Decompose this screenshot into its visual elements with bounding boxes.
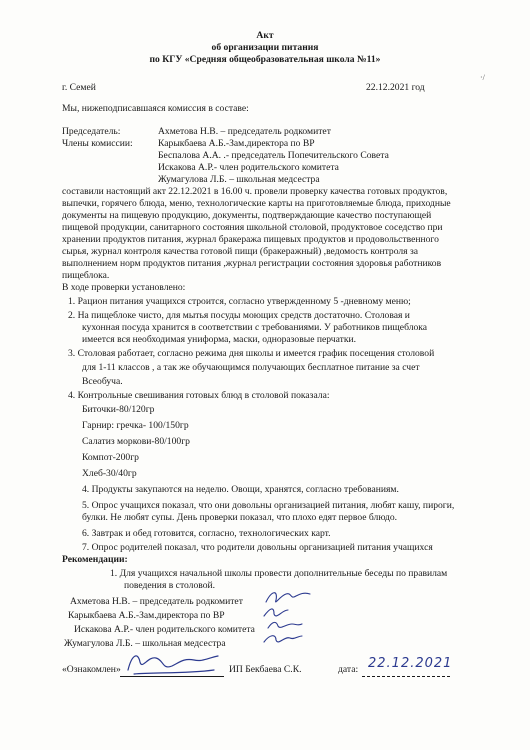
body-line: пищеблока. [62, 270, 110, 281]
finding-2-cont: кухонная посуда хранится в соответствии с требованиями. У работников пищеблока [82, 322, 428, 333]
ack-name: ИП Бекбаева С.К. [229, 664, 302, 675]
finding-1: 1. Рацион питания учащихся строится, согласно утвержденному 5 -дневному меню; [68, 296, 411, 307]
intro-text: Мы, нижеподписавшаяся комиссия в составе: [62, 103, 249, 114]
finding-4: 4. Контрольные свешивания готовых блюд в столовой показала: [68, 390, 330, 401]
menu-item: Гарнир: гречка- 100/150гр [82, 420, 189, 431]
doc-school-name: по КГУ «Средняя общеобразовательная школа №11» [149, 54, 381, 65]
doc-title: Акт [256, 30, 274, 41]
menu-item: Биточки-80/120гр [82, 404, 155, 415]
body-line: составили настоящий акт 22.12.2021 в 16.00 ч. провели проверку качества готовых продуктов, [62, 186, 448, 197]
member-2: Беспалова А.А. .- председатель Попечительского Совета [158, 150, 389, 161]
chair-label: Председатель: [62, 126, 121, 137]
finding-3-cont: Всеобуча. [82, 376, 123, 387]
place: г. Семей [62, 82, 96, 93]
finding-4b: 4. Продукты закупаются на неделю. Овощи, хранятся, согласно требованиям. [82, 484, 399, 495]
body-line: выполнением норм продуктов питания ,журнал регистрации состояния здоровья работников [62, 258, 442, 269]
recommendations-label: Рекомендации: [62, 554, 128, 565]
chair-name: Ахметова Н.В. – председатель родкомитет [158, 126, 331, 137]
corner-mark-icon: ·/ [480, 73, 485, 82]
ack-signature-icon [124, 648, 224, 678]
finding-7: 7. Опрос родителей показал, что родители довольны организацией питания учащихся [82, 542, 433, 553]
ack-date-line [362, 676, 450, 677]
finding-2-cont: имеется вся необходимая униформа, маски, одноразовые перчатки. [82, 334, 357, 345]
finding-5-cont: булки. Не любят супы. День проверки показал, что плохо едят первое блюдо. [82, 512, 398, 523]
member-1: Карыкбаева А.Б.-Зам.директора по ВР [158, 138, 315, 149]
body-line: выпечки, горячего блюда, меню, технологические карты на приготовляемые блюда, приходные [62, 198, 451, 209]
doc-subtitle: об организации питания [211, 42, 319, 53]
signatory-4: Жумагулова Л.Б. – школьная медсестра [64, 638, 226, 649]
finding-3-cont: для 1-11 классов , а так же обучающимся получающих бесплатное питание за счет [82, 362, 420, 373]
body-line: сырья, журнал контроля качества готовой пищи (бракеражный) ,ведомость контроля за [62, 246, 419, 257]
findings-intro: В ходе проверки установлено: [62, 282, 186, 293]
signatory-2: Карыкбаева А.Б.-Зам.директора по ВР [68, 610, 225, 621]
members-label: Члены комиссии: [62, 138, 133, 149]
body-line: документы на пищевую продукцию, документы, подтверждающие качество поступающей [62, 210, 432, 221]
finding-5: 5. Опрос учащихся показал, что они довольны организацией питания, любят кашу, пироги, [82, 500, 455, 511]
signatory-1: Ахметова Н.В. – председатель родкомитет [70, 596, 243, 607]
finding-2: 2. На пищеблоке чисто, для мытья посуды моющих средств достаточно. Столовая и [68, 310, 410, 321]
ack-date-label: дата: [338, 664, 359, 675]
body-line: пищевой продукции, санитарного состояния школьной столовой, продуктовое соседство при [62, 222, 443, 233]
member-3: Искакова А.Р.- член родительского комитета [158, 162, 339, 173]
acknowledged-label: «Ознакомлен» [62, 664, 121, 675]
signatory-3: Искакова А.Р.- член родительского комитета [74, 624, 255, 635]
handwritten-signatures [262, 586, 322, 656]
menu-item: Салатиз моркови-80/100гр [82, 436, 190, 447]
member-4: Жумагулова Л.Б. – школьная медсестра [158, 174, 320, 185]
menu-item: Компот-200гр [82, 452, 139, 463]
doc-date: 22.12.2021 год [366, 82, 425, 93]
recommendation-1: 1. Для учащихся начальной школы провести дополнительные беседы по правилам [110, 568, 448, 579]
body-line: хранении продуктов питания, журнал бракеража пищевых продуктов и продовольственного [62, 234, 439, 245]
finding-3: 3. Столовая работает, согласно режима дня школы и имеется график посещения столовой [68, 348, 435, 359]
menu-item: Хлеб-30/40гр [82, 468, 137, 479]
finding-6: 6. Завтрак и обед готовится, согласно, технологических карт. [82, 528, 331, 539]
recommendation-1-cont: поведения в столовой. [124, 580, 216, 591]
ack-date-value: 22.12.2021 [368, 656, 453, 671]
